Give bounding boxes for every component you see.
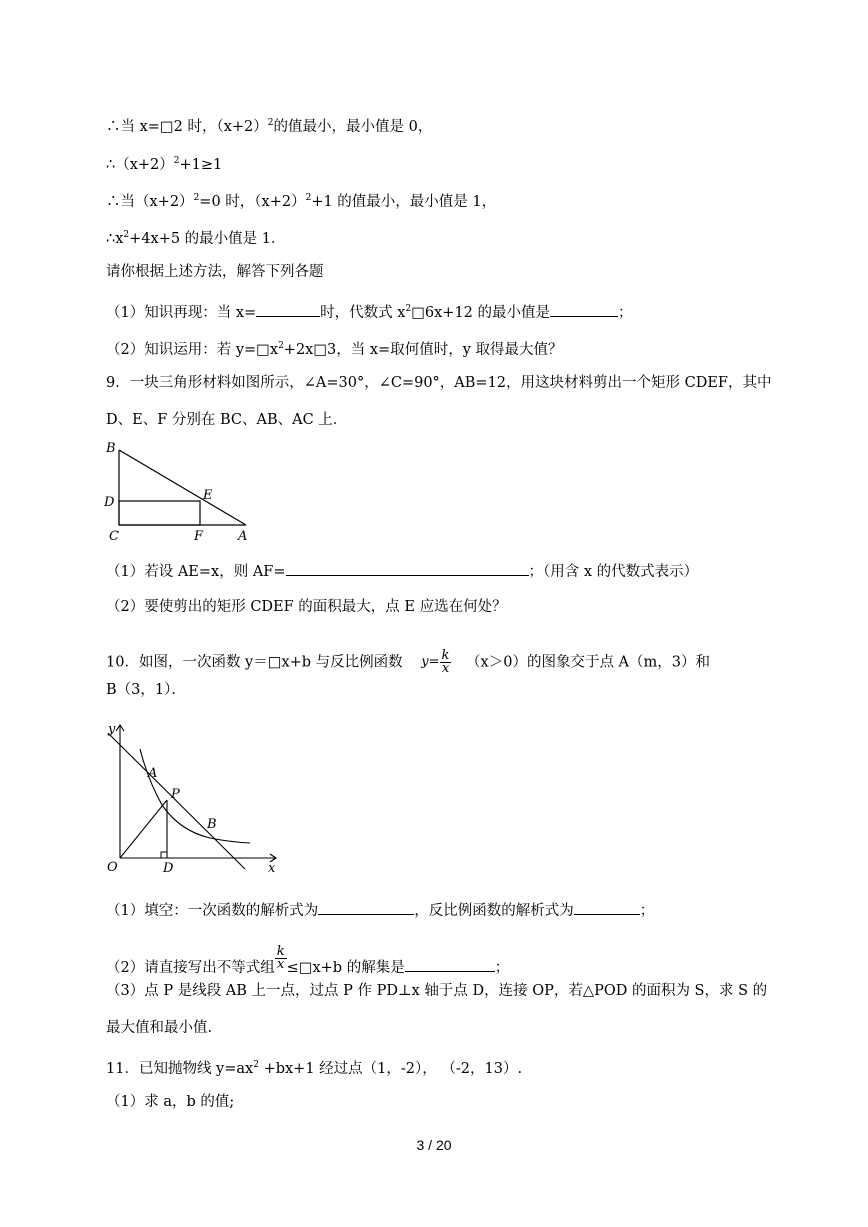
answer-blank[interactable]	[574, 900, 640, 915]
text-line-1: ∴当 x=□2 时，$(x+2)^2$的值最小，最小值是 0，	[106, 118, 433, 135]
triangle-figure	[100, 436, 260, 548]
question-8-part-2: （2）知识运用：若 $y=□x^2+2x□3$，当 x=取何值时，y 取得最大值？	[106, 341, 563, 358]
question-9-part-2: （2）要使剪出的矩形 CDEF 的面积最大，点 E 应选在何处？	[106, 599, 507, 615]
label-y-axis: y	[108, 722, 116, 737]
label-B: B	[207, 817, 217, 832]
label-A: A	[238, 529, 248, 544]
label-F: F	[194, 529, 204, 544]
question-10-part-1: （1）填空：一次函数的解析式为 ，反比例函数的解析式为 ；	[106, 900, 654, 920]
label-C: C	[109, 529, 119, 544]
question-10-part-2: （2）请直接写出不等式组 $\frac{k}{x}$ ≤□x+b 的解集是 ；	[106, 944, 510, 976]
question-9-stem-cont: D、E、F 分别在 BC、AB、AC 上．	[106, 412, 348, 428]
answer-blank[interactable]	[405, 957, 495, 972]
question-10-part-3-cont: 最大值和最小值.	[106, 1020, 213, 1036]
text-line-4: $\therefore x^2+4x+5$ 的最小值是 1．	[106, 230, 286, 247]
question-10-stem-cont: B（3，1）．	[106, 682, 186, 698]
function-graph-figure	[100, 715, 285, 875]
fraction-k-over-x: $\frac{k}{x}$	[276, 944, 285, 972]
question-11-stem: 11．已知抛物线 $y=ax^2 +bx+1$ 经过点（1，-2）， （-2，13）.	[106, 1060, 523, 1077]
fraction-k-over-x: $\frac{k}{x}$	[441, 648, 450, 676]
answer-blank[interactable]	[286, 561, 529, 576]
question-11-part-1: （1）求 a，b 的值;	[106, 1094, 235, 1110]
text-line-2: $\therefore(x+2)^2+1\ge 1$	[106, 156, 223, 173]
question-8-part-1: （1）知识再现：当 x= 时，代数式 $x^2□6x+12$ 的最小值是 ；	[106, 304, 633, 321]
label-E: E	[203, 488, 213, 503]
text-line-3: ∴当$(x+2)^2=0$ 时，$(x+2)^2+1$ 的值最小，最小值是 1，	[106, 193, 497, 210]
question-9-part-1: （1）若设 AE=x，则 AF= ；（用含 x 的代数式表示）	[106, 561, 698, 581]
answer-blank[interactable]	[256, 302, 320, 317]
label-P: P	[171, 787, 180, 802]
answer-blank[interactable]	[318, 900, 414, 915]
page-number: 3 / 20	[416, 1137, 452, 1153]
label-B: B	[106, 441, 116, 456]
question-10-stem: 10．如图，一次函数 y＝□x+b 与反比例函数 y= $\frac{k}{x}$ （x＞0）的图象交于点 A（m，3）和	[106, 648, 711, 676]
label-D: D	[104, 495, 115, 510]
label-O: O	[107, 860, 118, 875]
label-D: D	[163, 861, 174, 875]
label-A: A	[148, 766, 158, 781]
text-line-5: 请你根据上述方法，解答下列各题	[106, 264, 324, 280]
answer-blank[interactable]	[550, 302, 618, 317]
question-9-stem: 9．一块三角形材料如图所示，∠A=30°，∠C=90°，AB=12，用这块材料剪出一个矩形 CDEF，其中	[106, 375, 772, 391]
question-10-part-3: （3）点 P 是线段 AB 上一点，过点 P 作 PD⊥x 轴于点 D，连接 OP，若△POD 的面积为 S，求 S 的	[106, 983, 768, 999]
label-x-axis: x	[268, 861, 276, 875]
